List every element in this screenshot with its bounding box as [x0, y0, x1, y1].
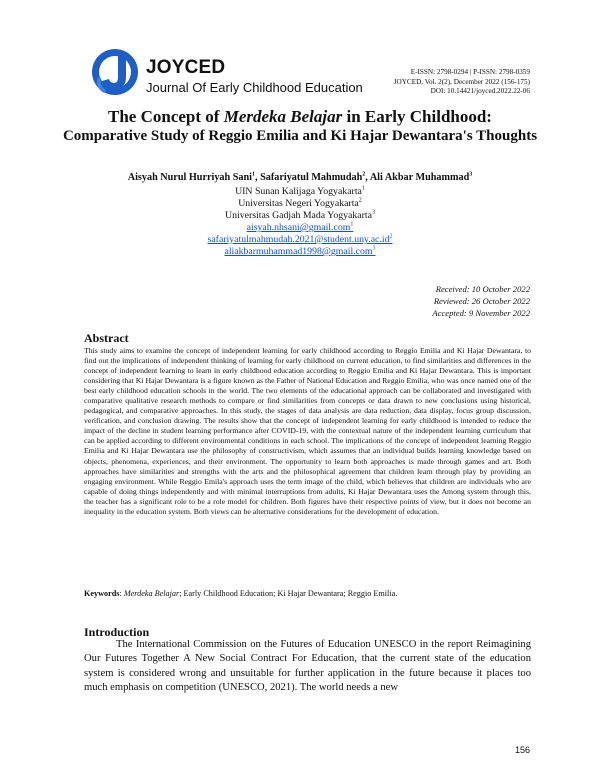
keywords-rest: ; Early Childhood Education; Ki Hajar Dewantara; Reggio Emilia.: [179, 589, 398, 598]
journal-name: JOYCED: [146, 57, 226, 78]
author-name: Ali Akbar Muhammad: [369, 172, 470, 183]
author-sup: 3: [469, 171, 473, 178]
received-date: Received: 10 October 2022: [435, 284, 530, 294]
introduction-heading: Introduction: [84, 625, 150, 639]
reviewed-date: Reviewed: 26 October 2022: [433, 296, 530, 306]
volume-info: JOYCED, Vol. 2(2), December 2022 (156-175): [393, 77, 530, 86]
journal-full-name: Journal Of Early Childhood Education: [146, 80, 363, 95]
author-sup: 2: [362, 171, 366, 178]
article-title: [0, 107, 600, 127]
author-sup: 1: [252, 171, 255, 178]
author-email-link[interactable]: aisyah.nhsani@gmail.com$^1$: [246, 221, 354, 233]
title-italic: Merdeka Belajar: [223, 107, 343, 126]
doi: DOI: 10.14421/joyced.2022.22-06: [430, 87, 530, 95]
abstract-text: This study aims to examine the concept of independent learning for early childhood according to Reggio Emilia and Ki Hajar Dewantara, to find out the implications of independent thinking of learning for early childhood on current education, to find similarities and differences in the concept of independent learning to learn in early childhood education according to Reggio Emilia and Ki Hajar Dewantara. This is important considering that Ki Hajar Dewantara is a figure known as the Father of National Education and Reggio Emilia, who was once named one of the best early childhood education schools in the world. The two elements of the educational approach can be collaborated and investigated with comparative qualitative research methods to compare or find similarities from concepts or data drawn to new conclusions using historical, pedagogical, and comparative approaches. In this study, the stages of data analysis are data reduction, data display, focus group discussion, verification, and conclusion drawing. The results show that the concept of independent learning for early childhood is intended to reduce the impact of the decline in student learning performance after COVID-19, with the contextual nature of the independent learning curriculum that can be applied according to different environmental conditions in each school. The implications of the concept of independent learning Reggio Emilia and Ki Hajar Dewantara use the philosophy of constructivism, which assumes that an individual builds learning knowledge based on objects, phenomena, experiences, and their environment. The opportunity to learn both approaches is made through games and art. Both approaches have similarities and strengths with the arts and the philosophical agreement that children learn through play by providing an engaging environment. While Reggio Emila's approach uses the term image of the child, which believes that children are individuals who are capable of doing things independently and with minimal interruptions from adults, Ki Hajar Dewantara uses the Among system through this, the teacher has a significant role to be a role model for children. Both figures have their respective points of view, but it does not become an inequality in the education system. Both views can be alternative considerations for the development of education.: [84, 346, 531, 516]
article-subtitle: Comparative Study of Reggio Emilia and Ki Hajar Dewantara's Thoughts: [62, 128, 538, 144]
introduction-text: The International Commission on the Futures of Education UNESCO in the report Reimagining Our Futures Together A New Social Contract For Education, that the current state of the education system is considered wrong and unsuitable for further application in the future because it places too much emphasis on competition (UNESCO, 2021). The world needs a new: [84, 639, 531, 694]
article-dates: [432, 283, 530, 319]
author-list: Aisyah Nurul Hurriyah Sani$^1$, Safariyatul Mahmudah$^2$, Ali Akbar Muhammad$^3$: [127, 171, 473, 183]
author-email-link[interactable]: $safariyatulmahmudah.2021@student.uny.ac.id^2$: [207, 233, 393, 245]
accepted-date: Accepted: 9 November 2022: [432, 308, 530, 318]
affiliation: Universitas Gadjah Mada Yogyakarta$^3$: [225, 209, 375, 221]
keywords-label: Keywords: [84, 589, 120, 598]
issn: E-ISSN: 2798-0294 | P-ISSN: 2798-0359: [410, 68, 530, 76]
affiliation: Universitas Negeri Yogyakarta$^2$: [238, 197, 362, 209]
author-name: Safariyatul Mahmudah: [260, 172, 363, 183]
abstract-heading: Abstract: [84, 331, 129, 345]
keyword-first: Merdeka Belajar: [123, 589, 180, 598]
author-name: Aisyah Nurul Hurriyah Sani: [127, 172, 252, 183]
keywords: Keywords: Merdeka Belajar; Early Childhood Education; Ki Hajar Dewantara; Reggio Emilia.: [84, 589, 398, 598]
author-email-link[interactable]: aliakbarmuhammad1998@gmail.com$^3$: [224, 245, 376, 257]
page-number: 156: [514, 745, 530, 755]
journal-logo: [90, 47, 363, 97]
journal-metadata: [394, 68, 530, 97]
affiliation: UIN Sunan Kalijaga Yogyakarta$^1$: [235, 185, 365, 197]
journal-logo-icon: [90, 47, 140, 97]
title-suffix: in Early Childhood:: [342, 107, 492, 126]
title-prefix: The Concept of: [108, 107, 224, 126]
